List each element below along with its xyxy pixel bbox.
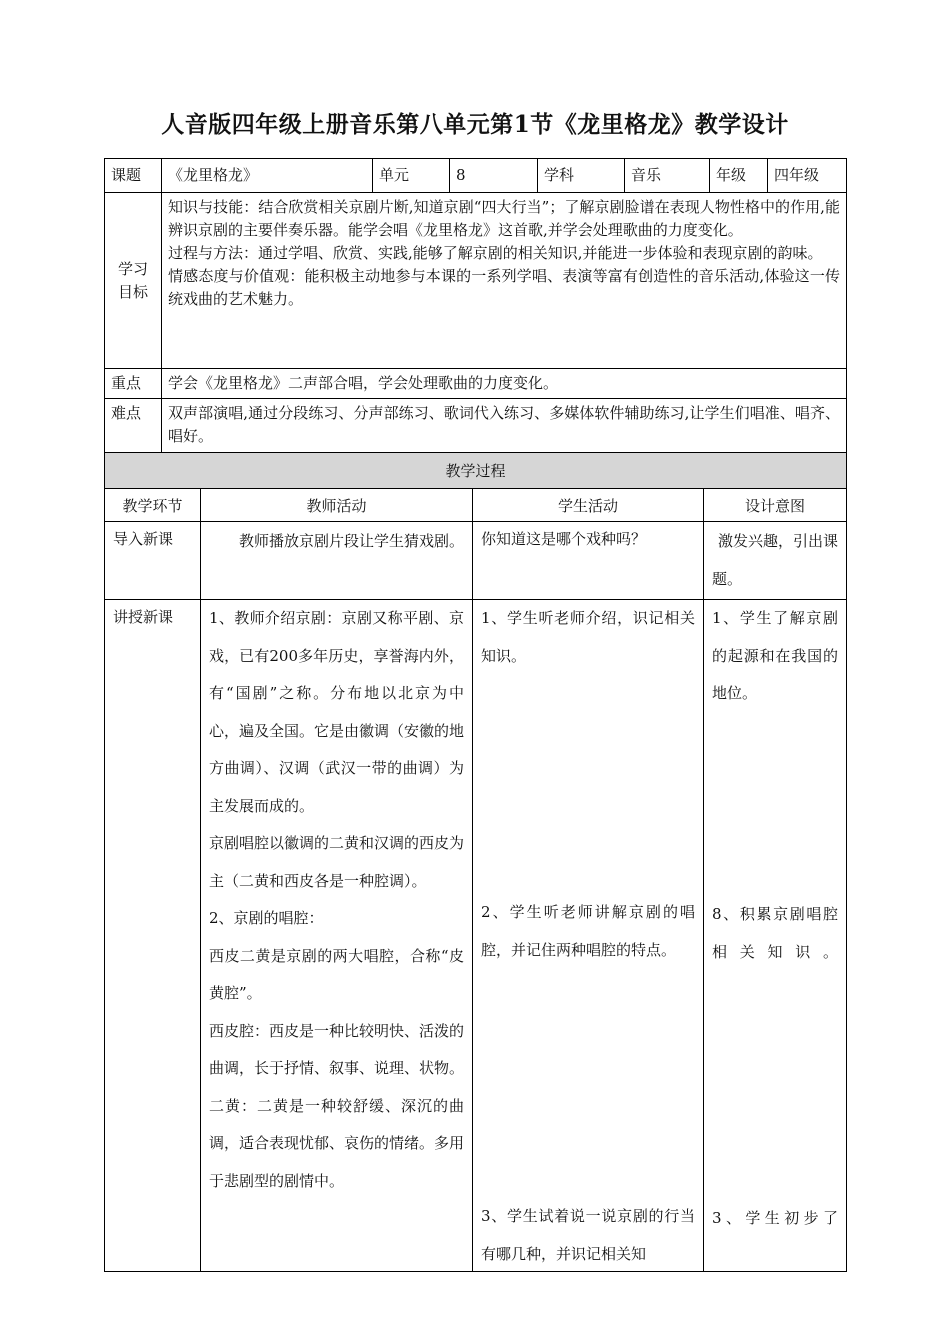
grade-value: 四年级 <box>768 159 847 193</box>
key-point-text: 学会《龙里格龙》二声部合唱，学会处理歌曲的力度变化。 <box>162 369 847 399</box>
objective-knowledge: 知识与技能：结合欣赏相关京剧片断,知道京剧“四大行当”；了解京剧脸谱在表现人物性格中的作用,能辨识京剧的主要伴奏乐器。能学会唱《龙里格龙》这首歌,并学会处理歌曲的力度变化。 <box>168 198 840 239</box>
process-table <box>104 452 847 1272</box>
intent-item: 3、学生初步了 <box>712 1209 839 1227</box>
intent-item: 1、学生了解京剧的起源和在我国的地位。 <box>712 609 839 702</box>
page-title: 人音版四年级上册音乐第八单元第1节《龙里格龙》教学设计 <box>161 111 789 138</box>
topic-label: 课题 <box>105 159 162 193</box>
intro-teacher <box>201 522 473 600</box>
lesson-info-table <box>104 158 847 453</box>
student-item: 2、学生听老师讲解京剧的唱腔，并记住两种唱腔的特点。 <box>481 903 695 959</box>
lecture-teacher <box>201 600 473 1272</box>
header-teacher: 教师活动 <box>201 489 473 522</box>
difficulty-label: 难点 <box>105 399 162 453</box>
subject-value: 音乐 <box>625 159 710 193</box>
header-stage: 教学环节 <box>105 489 201 522</box>
lecture-stage: 讲授新课 <box>105 600 201 1272</box>
intro-intent-text: 激发兴趣，引出课题。 <box>712 532 839 588</box>
intro-intent <box>704 522 847 600</box>
intro-teacher-text: 教师播放京剧片段让学生猜戏剧。 <box>239 532 465 550</box>
grade-label: 年级 <box>710 159 768 193</box>
lecture-intent <box>704 600 847 1272</box>
objective-process: 过程与方法：通过学唱、欣赏、实践,能够了解京剧的相关知识,并能进一步体验和表现京剧的韵味。 <box>168 244 823 262</box>
process-band-title: 教学过程 <box>105 453 847 489</box>
student-item: 3、学生试着说一说京剧的行当有哪几种，并识记相关知 <box>481 1207 695 1263</box>
objectives-content <box>162 193 847 369</box>
difficulty-text: 双声部演唱,通过分段练习、分声部练习、歌词代入练习、多媒体软件辅助练习,让学生们唱准、唱齐、唱好。 <box>162 399 847 453</box>
intent-item: 8、积累京剧唱腔相关知识。 <box>712 905 839 961</box>
objective-emotion: 情感态度与价值观：能积极主动地参与本课的一系列学唱、表演等富有创造性的音乐活动,体验这一传统戏曲的艺术魅力。 <box>168 267 840 308</box>
subject-label: 学科 <box>538 159 625 193</box>
objectives-label-line1: 学习 <box>117 259 148 278</box>
unit-label: 单元 <box>373 159 450 193</box>
key-point-label: 重点 <box>105 369 162 399</box>
topic-value: 《龙里格龙》 <box>162 159 373 193</box>
teacher-paragraph: 西皮腔：西皮是一种比较明快、活泼的曲调，长于抒情、叙事、说理、状物。 <box>209 1021 465 1077</box>
header-intent: 设计意图 <box>704 489 847 522</box>
intro-student: 你知道这是哪个戏种吗？ <box>473 522 704 600</box>
teacher-paragraph: 二黄：二黄是一种较舒缓、深沉的曲调，适合表现忧郁、哀伤的情绪。多用于悲剧型的剧情中。 <box>209 1096 465 1190</box>
teacher-paragraph: 2、京剧的唱腔： <box>209 909 324 927</box>
intro-stage: 导入新课 <box>105 522 201 600</box>
teacher-paragraph: 1、教师介绍京剧：京剧又称平剧、京戏，已有200多年历史，享誉海内外，有“国剧”之称。分布地以北京为中心，遍及全国。它是由徽调（安徽的地方曲调）、汉调（武汉一带的曲调）为主发展而成的。 <box>209 609 465 815</box>
teacher-paragraph: 西皮二黄是京剧的两大唱腔，合称“皮黄腔”。 <box>209 946 464 1002</box>
student-item: 1、学生听老师介绍，识记相关知识。 <box>481 609 695 665</box>
header-student: 学生活动 <box>473 489 704 522</box>
teacher-paragraph: 京剧唱腔以徽调的二黄和汉调的西皮为主（二黄和西皮各是一种腔调）。 <box>209 834 465 890</box>
objectives-label-line2: 目标 <box>117 282 148 301</box>
objectives-label <box>105 193 162 369</box>
unit-value: 8 <box>450 159 538 193</box>
lecture-student <box>473 600 704 1272</box>
